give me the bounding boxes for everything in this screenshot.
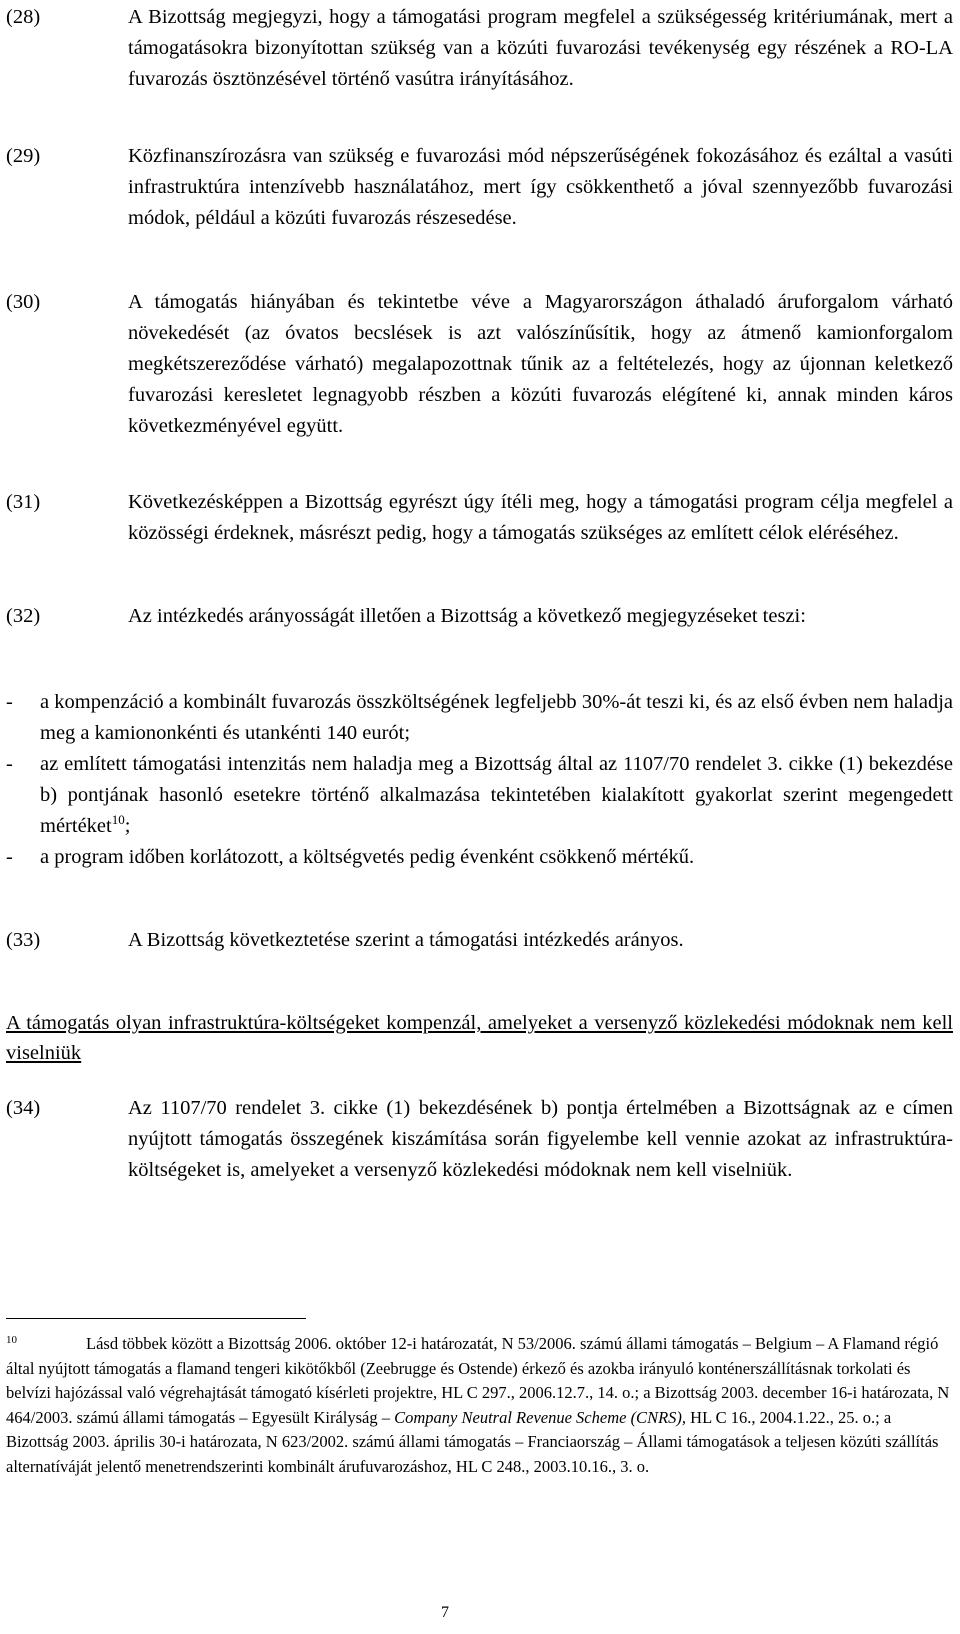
bullet-dash: - xyxy=(6,753,13,775)
footnote-text-part2: HL C 16., 2004.1.22., 25. o.; a Bizottság 2003. április 30-i határozata, N 623/2002. számú állami támogatás – Franciaország – Állami támogatások a teljesen közúti szállítás alternatíváját jelentő menetrendszerinti kombinált árufuvarozáshoz, HL C 248., 2003.10.16., 3. o. xyxy=(6,1407,939,1476)
footnote-text-part1: Lásd többek között a Bizottság 2006. október 12-i határozatát, N 53/2006. számú állami támogatás – Belgium – A Flamand régió által nyújtott támogatás a flamand tengeri kikötőkből (Zeebrugge és Ostende) érkező és azokba irányuló konténerszállításnak torkolati és belvízi hajózással való végrehajtását támogató kísérleti projektre, HL C 297., 2006.12.7., 14. o.; a Bizottság 2003. december 16-i határozata, N 464/2003. számú állami támogatás – Egyesült Királyság – xyxy=(6,1334,950,1427)
paragraph-text: A Bizottság következtetése szerint a támogatási intézkedés arányos. xyxy=(128,929,684,951)
paragraph-text: Következésképpen a Bizottság egyrészt úgy ítéli meg, hogy a támogatási program célja megfelel a közösségi érdeknek, másrészt pedig, hogy a támogatás szükséges az említett célok eléréséhez. xyxy=(128,491,953,544)
paragraph-31 xyxy=(6,487,953,549)
bullet-text: a program időben korlátozott, a költségvetés pedig évenként csökkenő mértékű. xyxy=(40,846,695,868)
paragraph-text: A Bizottság megjegyzi, hogy a támogatási program megfelel a szükségesség kritériumának, mert a támogatásokra bizonyítottan szükség van a közúti fuvarozási tevékenység egy részének a RO-LA fuvarozás ösztönzésével történő vasútra irányításához. xyxy=(128,6,953,90)
paragraph-text: Közfinanszírozásra van szükség e fuvarozási mód népszerűségének fokozásához és ezáltal a vasúti infrastruktúra intenzívebb használatához, mert így csökkenthető a jóval szennyezőbb fuvarozási módok, például a közúti fuvarozás részesedése. xyxy=(128,145,953,229)
paragraph-text: Az 1107/70 rendelet 3. cikke (1) bekezdésének b) pontja értelmében a Bizottságnak az e címen nyújtott támogatás összegének kiszámítása során figyelembe kell vennie azokat az infrastruktúra-költségeket is, amelyeket a versenyző közlekedési módoknak nem kell viselniük. xyxy=(128,1097,953,1181)
paragraph-33 xyxy=(6,925,953,956)
footnote-mark: 10 xyxy=(6,1334,17,1346)
bullet-text: az említett támogatási intenzitás nem haladja meg a Bizottság által az 1107/70 rendelet 3. cikke (1) bekezdése b) pontjának hasonló esetekre történő alkalmazása tekintetében kialakított gyakorlat szerint megengedett mértéket xyxy=(40,753,953,837)
paragraph-30 xyxy=(6,287,953,442)
paragraph-number: (32) xyxy=(6,605,41,627)
paragraph-29 xyxy=(6,141,953,234)
footnote-text-italic: Company Neutral Revenue Scheme (CNRS), xyxy=(394,1407,687,1427)
section-heading: A támogatás olyan infrastruktúra-költségeket kompenzál, amelyeket a versenyző közlekedési módoknak nem kell viselniük xyxy=(6,1012,953,1064)
paragraph-text: A támogatás hiányában és tekintetbe véve a Magyarországon áthaladó áruforgalom várható növekedését (az óvatos becslések is azt valószínűsítik, hogy az átmenő kamionforgalom megkétszereződése várható) megalapozottnak tűnik az a feltételezés, hogy az újonnan keletkező fuvarozási keresletet legnagyobb részben a közúti fuvarozás elégítené ki, annak minden káros következményével együtt. xyxy=(128,291,953,437)
paragraph-number: (29) xyxy=(6,145,41,167)
footnote-separator xyxy=(6,1318,306,1319)
list-item xyxy=(6,749,953,842)
paragraph-34 xyxy=(6,1093,953,1186)
list-item xyxy=(6,842,953,873)
footnote-text xyxy=(6,1332,953,1479)
bullet-dash: - xyxy=(6,691,13,713)
paragraph-28 xyxy=(6,2,953,95)
paragraph-number: (28) xyxy=(6,6,41,28)
list-item xyxy=(6,687,953,749)
paragraph-number: (30) xyxy=(6,291,41,313)
paragraph-number: (31) xyxy=(6,491,41,513)
bullet-text-wrap xyxy=(40,749,953,842)
page-number: 7 xyxy=(441,1604,449,1621)
bullet-dash: - xyxy=(6,846,13,868)
paragraph-32 xyxy=(6,601,953,632)
bullet-text: a kompenzáció a kombinált fuvarozás összköltségének legfeljebb 30%-át teszi ki, és az első évben nem haladja meg a kamiononkénti és utankénti 140 eurót; xyxy=(40,691,953,744)
footnote xyxy=(6,1332,953,1479)
paragraph-text: Az intézkedés arányosságát illetően a Bizottság a következő megjegyzéseket teszi: xyxy=(128,605,806,627)
paragraph-number: (34) xyxy=(6,1097,41,1119)
bullet-text-end: ; xyxy=(124,815,131,837)
bullet-list xyxy=(6,687,953,873)
footnote-reference[interactable]: 10 xyxy=(111,812,125,828)
paragraph-number: (33) xyxy=(6,929,41,951)
